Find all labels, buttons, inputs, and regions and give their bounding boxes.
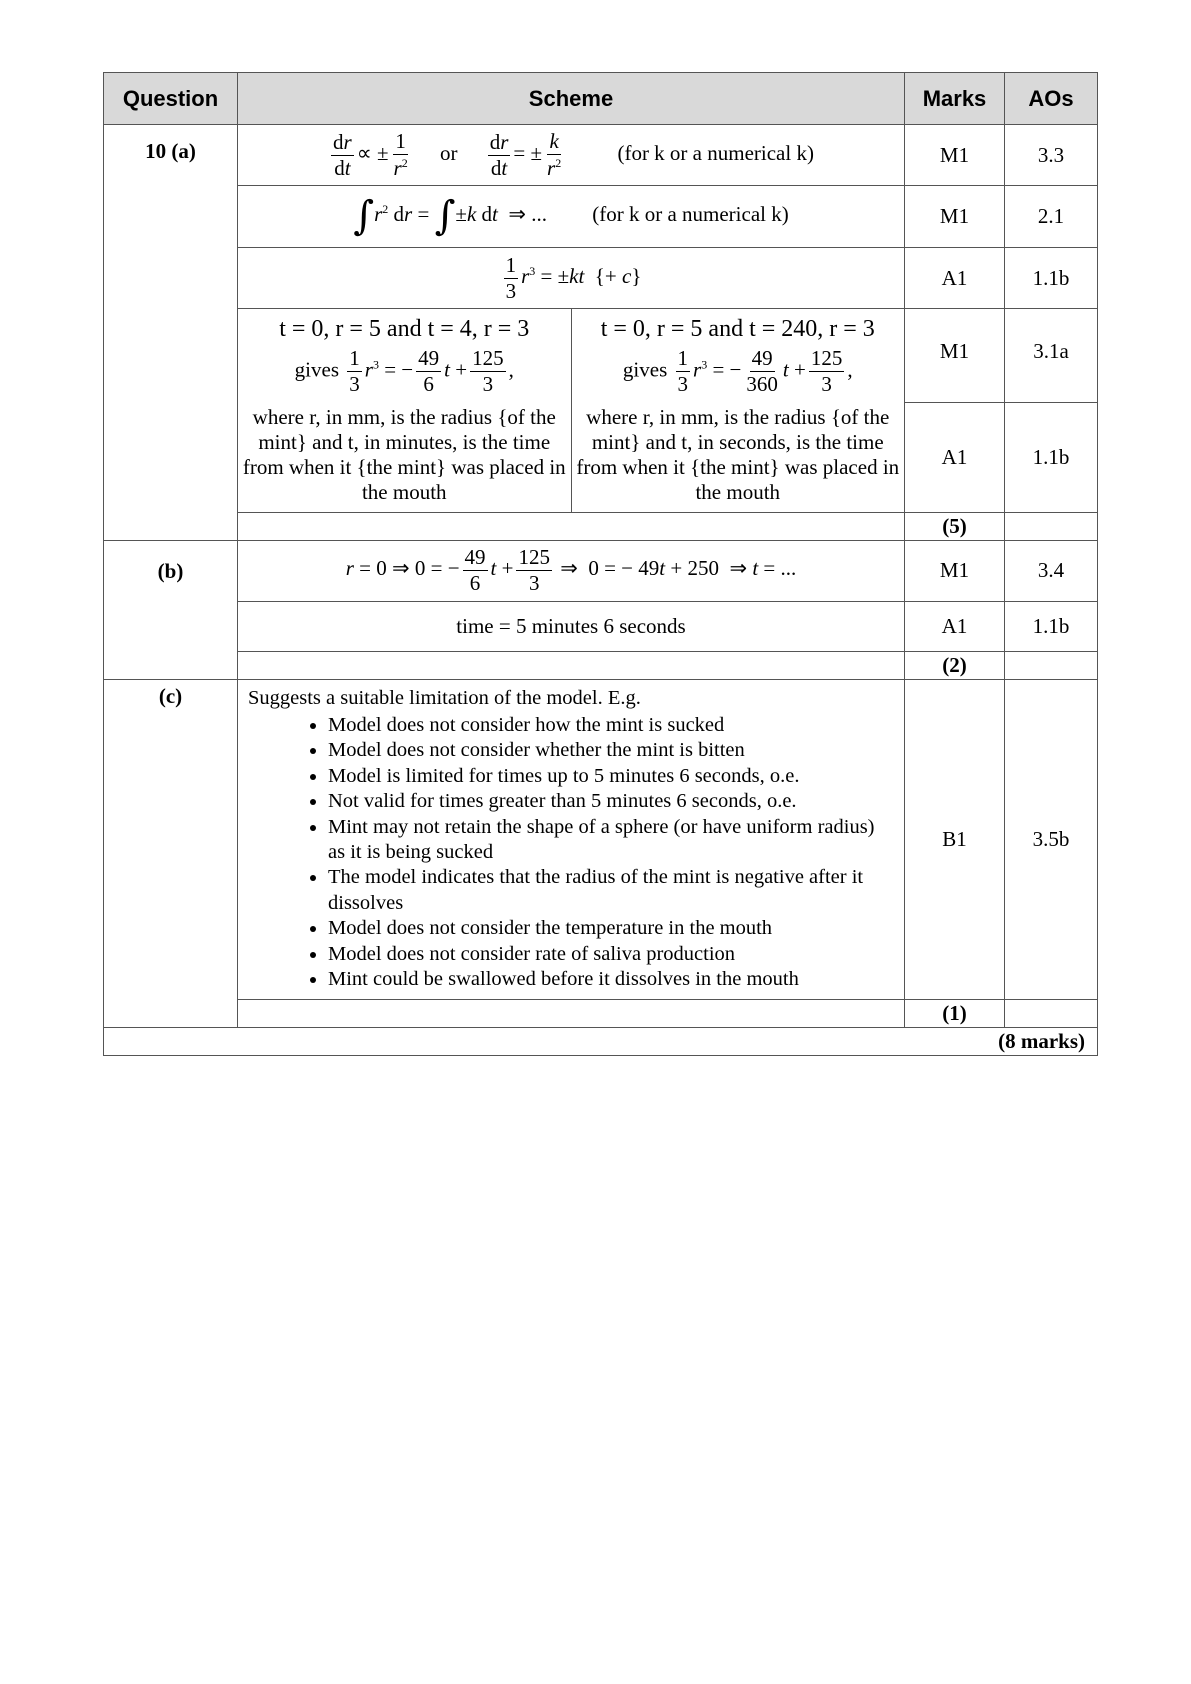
- time-answer: time = 5 minutes 6 seconds: [238, 601, 905, 651]
- seconds-solution: t = 0, r = 5 and t = 240, r = 3 gives $\frac{1}{3}$ $r^3$ = − $\frac{49}{360}$ t + $\frac{125}{3}$ , where r, in mm, is the radius {of the mint} and t, in seconds, is the time from when it {the mint} was placed in the mouth: [571, 309, 905, 512]
- or-text: or: [439, 140, 458, 165]
- part-b-row-2: [104, 601, 1098, 651]
- mark-b2: A1: [905, 601, 1005, 651]
- ao-a3: 1.1b: [1005, 248, 1098, 309]
- right-explanation: where r, in mm, is the radius {of the mint} and t, in seconds, is the time from when it {the mint} was placed in the mouth: [576, 404, 900, 505]
- limitations-cell: [238, 679, 905, 999]
- limitations-intro: Suggests a suitable limitation of the model. E.g.: [248, 686, 641, 709]
- mark-a3: A1: [905, 248, 1005, 309]
- part-c-total-row: [104, 999, 1098, 1027]
- part-a-row-4: [104, 309, 1098, 403]
- note-numerical-k-2: (for k or a numerical k): [592, 202, 789, 227]
- header-question: Question: [104, 73, 238, 125]
- scheme-a-row-4: [238, 309, 905, 513]
- scheme-a-row-1: [238, 125, 905, 186]
- limitation-item: • Model does not consider how the mint is sucked: [328, 713, 894, 738]
- right-conditions: t = 0, r = 5 and t = 240, r = 3: [600, 316, 875, 342]
- minutes-solution: t = 0, r = 5 and t = 4, r = 3 gives $\frac{1}{3}$ $r^3$ = − $\frac{49}{6}$ t + $\frac{125}{3}$ , where r, in mm, is the radius {of the mint} and t, in minutes, is the time from when it {the mint} was placed in the mouth: [242, 316, 566, 505]
- limitation-item: • Not valid for times greater than 5 minutes 6 seconds, o.e.: [328, 789, 894, 814]
- limitations-list: [248, 713, 894, 992]
- ao-a1: 3.3: [1005, 125, 1098, 186]
- question-label-b: (b): [104, 540, 238, 679]
- question-label-10a: 10 (a): [104, 125, 238, 541]
- left-conditions: t = 0, r = 5 and t = 4, r = 3: [279, 316, 530, 342]
- proportional-equation: $\frac{dr}{dt}$ ∝ ± $\frac{1}{r^2}$: [333, 129, 408, 180]
- limitation-item: • The model indicates that the radius of the mint is negative after it dissolves: [328, 865, 894, 916]
- right-denominator: 360: [746, 371, 778, 396]
- blank-cell: [1005, 512, 1098, 540]
- total-b: (2): [905, 651, 1005, 679]
- part-a-row-2: [104, 186, 1098, 248]
- ao-b1: 3.4: [1005, 540, 1098, 601]
- mark-a1: M1: [905, 125, 1005, 186]
- mark-scheme-table: [103, 72, 1098, 1056]
- blank-cell: [238, 512, 905, 540]
- differential-equation: $\frac{dr}{dt}$ = ± $\frac{k}{r^2}$: [489, 129, 562, 180]
- total-a: (5): [905, 512, 1005, 540]
- ao-a2: 2.1: [1005, 186, 1098, 248]
- ao-c1: 3.5b: [1005, 679, 1098, 999]
- header-marks: Marks: [905, 73, 1005, 125]
- header-scheme: Scheme: [238, 73, 905, 125]
- mark-a2: M1: [905, 186, 1005, 248]
- part-c-row: [104, 679, 1098, 999]
- scheme-a-row-3: [238, 248, 905, 309]
- grand-total-row: [104, 1027, 1098, 1055]
- integral-equation: $\int r^2$ dr = ∫±k dt ⇒ ...: [353, 193, 553, 240]
- limitation-item: • Mint could be swallowed before it dissolves in the mouth: [328, 967, 894, 992]
- limitation-item: • Mint may not retain the shape of a sphere (or have uniform radius) as it is being sucked: [328, 815, 894, 866]
- ao-a5: 1.1b: [1005, 402, 1098, 512]
- note-numerical-k: (for k or a numerical k): [617, 140, 814, 165]
- scheme-b-row-1: [238, 540, 905, 601]
- total-c: (1): [905, 999, 1005, 1027]
- limitation-item: • Model is limited for times up to 5 minutes 6 seconds, o.e.: [328, 764, 894, 789]
- question-label-c: (c): [104, 679, 238, 1027]
- grand-total: (8 marks): [104, 1027, 1098, 1055]
- blank-cell: [1005, 999, 1098, 1027]
- gives-left: gives: [294, 357, 339, 382]
- part-a-total-row: [104, 512, 1098, 540]
- part-a-row-3: [104, 248, 1098, 309]
- left-denominator: 6: [423, 371, 434, 396]
- header-aos: AOs: [1005, 73, 1098, 125]
- gives-right: gives: [622, 357, 668, 382]
- blank-cell: [238, 999, 905, 1027]
- mark-c1: B1: [905, 679, 1005, 999]
- header-row: [104, 73, 1098, 125]
- blank-cell: [1005, 651, 1098, 679]
- part-b-row-1: [104, 540, 1098, 601]
- limitation-item: • Model does not consider whether the mint is bitten: [328, 738, 894, 763]
- part-a-row-1: [104, 125, 1098, 186]
- mark-a4: M1: [905, 309, 1005, 403]
- mark-a5: A1: [905, 402, 1005, 512]
- integrated-equation: $\frac{1}{3}$ $r^3 = \pm kt$ {+ c}: [505, 252, 642, 303]
- mark-b1: M1: [905, 540, 1005, 601]
- blank-cell: [238, 651, 905, 679]
- solve-for-t: r = 0 ⇒ 0 = − $\frac{49}{6}$ t + $\frac{125}{3}$ ⇒ 0 = − 49t + 250 ⇒ t = ...: [345, 545, 797, 596]
- limitation-item: • Model does not consider the temperature in the mouth: [328, 916, 894, 941]
- ao-a4: 3.1a: [1005, 309, 1098, 403]
- scheme-a-row-2: [238, 186, 905, 248]
- part-b-total-row: [104, 651, 1098, 679]
- left-explanation: where r, in mm, is the radius {of the mint} and t, in minutes, is the time from when it {the mint} was placed in the mouth: [242, 404, 566, 505]
- limitation-item: • Model does not consider rate of saliva production: [328, 942, 894, 967]
- ao-b2: 1.1b: [1005, 601, 1098, 651]
